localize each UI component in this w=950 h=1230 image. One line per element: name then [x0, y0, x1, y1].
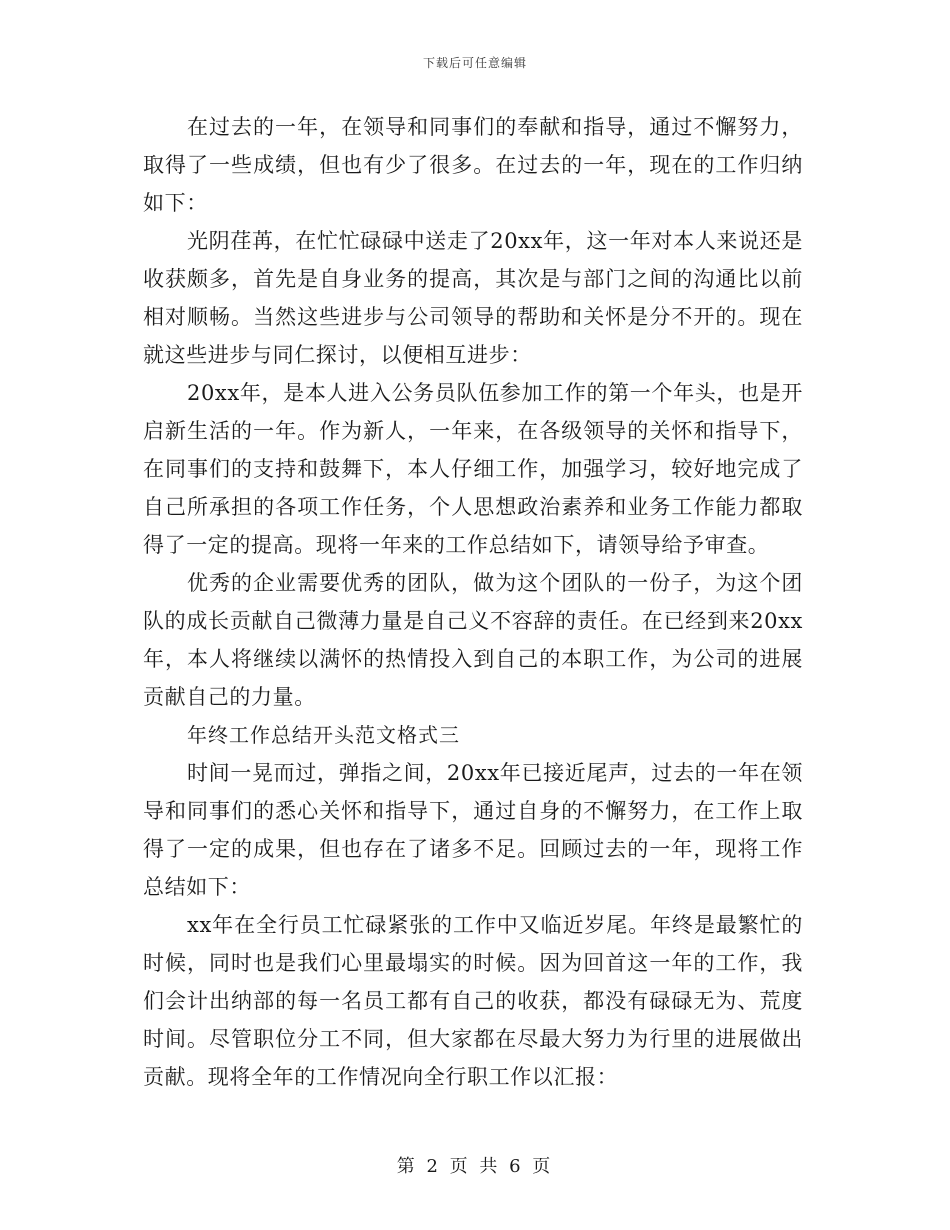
page-number-footer: 第 2 页 共 6 页: [396, 1156, 554, 1177]
paragraph-intro: 在过去的一年，在领导和同事们的奉献和指导，通过不懈努力，取得了一些成绩，但也有少了很多。在过去的一年，现在的工作归纳如下：: [143, 115, 803, 215]
document-body: [143, 108, 803, 1096]
paragraph-team: 优秀的企业需要优秀的团队，做为这个团队的一份子，为这个团队的成长贡献自己微薄力量是自己义不容辞的责任。在已经到来20xx年，本人将继续以满怀的热情投入到自己的本职工作，为公司的进展贡献自己的力量。: [143, 571, 803, 709]
paragraph-time-passes: 光阴荏苒，在忙忙碌碌中送走了20xx年，这一年对本人来说还是收获颇多，首先是自身业务的提高，其次是与部门之间的沟通比以前相对顺畅。当然这些进步与公司领导的帮助和关怀是分不开的。现在就这些进步与同仁探讨，以便相互进步：: [143, 229, 803, 367]
paragraph-year-end: 时间一晃而过，弹指之间，20xx年已接近尾声，过去的一年在领导和同事们的悉心关怀和指导下，通过自身的不懈努力，在工作上取得了一定的成果，但也存在了诸多不足。回顾过去的一年，现将工作总结如下：: [143, 761, 803, 899]
paragraph-accounting-report: xx年在全行员工忙碌紧张的工作中又临近岁尾。年终是最繁忙的时候，同时也是我们心里最塌实的时候。因为回首这一年的工作，我们会计出纳部的每一名员工都有自己的收获，都没有碌碌无为、荒度时间。尽管职位分工不同，但大家都在尽最大努力为行里的进展做出贡献。现将全年的工作情况向全行职工作以汇报：: [143, 913, 803, 1089]
paragraph-first-year: 20xx年，是本人进入公务员队伍参加工作的第一个年头，也是开启新生活的一年。作为新人，一年来，在各级领导的关怀和指导下，在同事们的支持和鼓舞下，本人仔细工作，加强学习，较好地完成了自己所承担的各项工作任务，个人思想政治素养和业务工作能力都取得了一定的提高。现将一年来的工作总结如下，请领导给予审查。: [143, 381, 803, 557]
section-heading: 年终工作总结开头范文格式三: [187, 723, 460, 747]
page-header: 下载后可任意编辑: [422, 56, 527, 70]
